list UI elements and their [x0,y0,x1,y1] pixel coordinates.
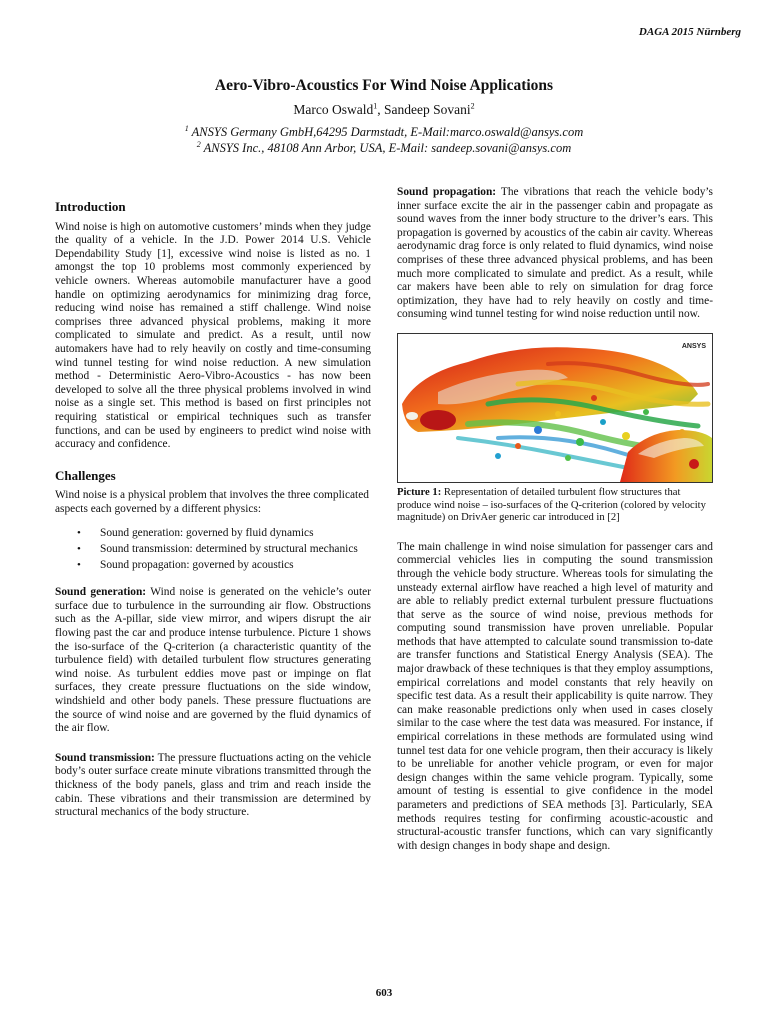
author-2-sup: 2 [470,101,475,111]
turbulence-figure [397,333,713,483]
sound-transmission-lead: Sound transmission: [55,751,155,764]
introduction-heading: Introduction [55,199,126,214]
author-separator: , [377,102,384,117]
affiliation-2-sup: 2 [196,139,201,149]
conference-header: DAGA 2015 Nürnberg [638,26,741,38]
author-line [0,102,768,118]
sound-generation-paragraph: Sound generation: Wind noise is generated on the vehicle’s outer surface due to turbulence in the surrounding air flow. Obstructions such as the A-pillar, side view mirror, and wipers disrupt the air flowing past the car and produce intense turbulence. Picture 1 shows the iso-surface of the Q-criterion (a characteristic quantity of the turbulence field) with detailed turbulent flow structures generating wind noise. As turbulent eddies move past or impinge on flat surfaces, they create pressure fluctuations on the side window, windshield and other body panels. These pressure fluctuations are the source of wind noise and are governed by the fluid dynamics of the air flow. [55,586,371,735]
figure-caption: Picture 1: Representation of detailed turbulent flow structures that produce wind noise – iso-surfaces of the Q-criterion (colored by velocity magnitude) on DrivAer generic car introduced in [2] [397,486,706,524]
sound-generation-lead: Sound generation: [55,586,147,599]
bullet-icon: • [77,527,81,540]
list-item: • Sound propagation: governed by acoustics [77,558,294,571]
challenges-heading: Challenges [55,467,116,483]
affiliation-1-text: ANSYS Germany GmbH,64295 Darmstadt, E-Mail:marco.oswald@ansys.com [188,125,584,139]
affiliation-2 [0,141,768,156]
left-column [55,200,371,831]
affiliation-2-text: ANSYS Inc., 48108 Ann Arbor, USA, E-Mail: sandeep.sovani@ansys.com [200,141,572,155]
right-column [397,186,713,864]
list-item: • Sound transmission: determined by structural mechanics [77,543,358,556]
affiliation-1-sup: 1 [184,123,189,133]
introduction-paragraph: Wind noise is high on automotive customers’ minds when they judge the quality of a vehicle. In the J.D. Power 2014 U.S. Vehicle Dependability Study [1], excessive wind noise is listed as no. 1 amongst the top 10 problems most commonly experienced by vehicle owners. Whereas automobile manufacturer have a good handle on optimizing aerodynamics for minimizing drag force, reducing wind noise has remained a stiff challenge. Wind noise comprises three advanced physical problems, making it more complicated to simulate and predict. As a result, until now automakers have had to rely heavily on costly and time-consuming wind tunnel testing for wind noise reduction. A new simulation method - Deterministic Aero-Vibro-Acoustics - has now been developed to solve all the three physical problems involved in wind noise as a single set. This method is based on first principles not requiring statistical or empirical techniques such as transfer functions, and can be used by engineers to predict wind noise with accuracy and confidence. [55,220,371,451]
paper-title: Aero-Vibro-Acoustics For Wind Noise Applications [214,77,554,94]
challenges-list [55,527,371,572]
author-1-sup: 1 [373,101,378,111]
bullet-icon: • [77,543,81,556]
sound-propagation-lead: Sound propagation: [397,186,497,198]
list-item: • Sound generation: governed by fluid dynamics [77,527,314,540]
page-number: 603 [375,987,393,999]
sound-transmission-paragraph: Sound transmission: The pressure fluctuations acting on the vehicle body’s outer surface create minute vibrations transmitted through the thickness of the body panels, glass and trim and reach inside the cabin. These vibrations and their transmission are determined by structural mechanics of the body structure. [55,751,371,819]
caption-label: Picture 1: [397,486,442,498]
ansys-logo: ANSYS [681,342,706,350]
author-2: Sandeep Sovani [383,102,471,117]
affiliation-1 [0,125,768,140]
bullet-icon: • [77,558,81,571]
sound-propagation-paragraph: Sound propagation: The vibrations that reach the vehicle body’s inner surface excite the air in the passenger cabin and propagate as sound waves from the inner body structure to the driver’s ears. This propagation is governed by acoustics of the cabin air cavity. Whereas aerodynamic drag force is only related to fluid dynamics, wind noise comprises of these three advanced physical problems, and has been much more complicated to simulate and predict. As a result, while car makers have been able to rely on simulation for drag force optimization, they have had to rely heavily on costly and time-consuming wind tunnel testing for wind noise reduction until now. [397,186,713,321]
challenges-intro: Wind noise is a physical problem that involves the three complicated aspects each governed by a different physics: [55,489,369,515]
author-1: Marco Oswald [293,102,374,117]
main-challenge-paragraph: The main challenge in wind noise simulation for passenger cars and commercial vehicles lies in computing the sound transmission through the vehicle body structure. Whereas tools for simulating the unsteady external airflow have reached a high level of maturity and are able to reliably predict external turbulent pressure fluctuations that serve as the source of wind noise, previous methods for computing sound transmission have proven unreliable. Popular methods that have attempted to calculate sound transmission to-date are transfer functions and Statistical Energy Analysis (SEA). The major drawback of these techniques is that they employ assumptions, empirical correlations and model constants that rely heavily on specific test data. As a result their applicability is quite narrow. They can make reasonable predictions only when used in cases closely similar to the case where the test data was measured. For instance, if empirical correlations in these methods are formulated using wind tunnel test data for one vehicle program, then their accuracy is likely to be unreliable for another vehicle program, or even for major design changes within the same vehicle program. Typically, some amount of testing is essential to give confidence in the model parameters and predictions of SEA methods [3]. Particularly, SEA methods requires testing for confirming acoustic-acoustic and structural-acoustic transfer functions, which can vary significantly with design changes in body shape and design. [397,540,713,852]
turbulence-visualization-image [398,334,712,482]
